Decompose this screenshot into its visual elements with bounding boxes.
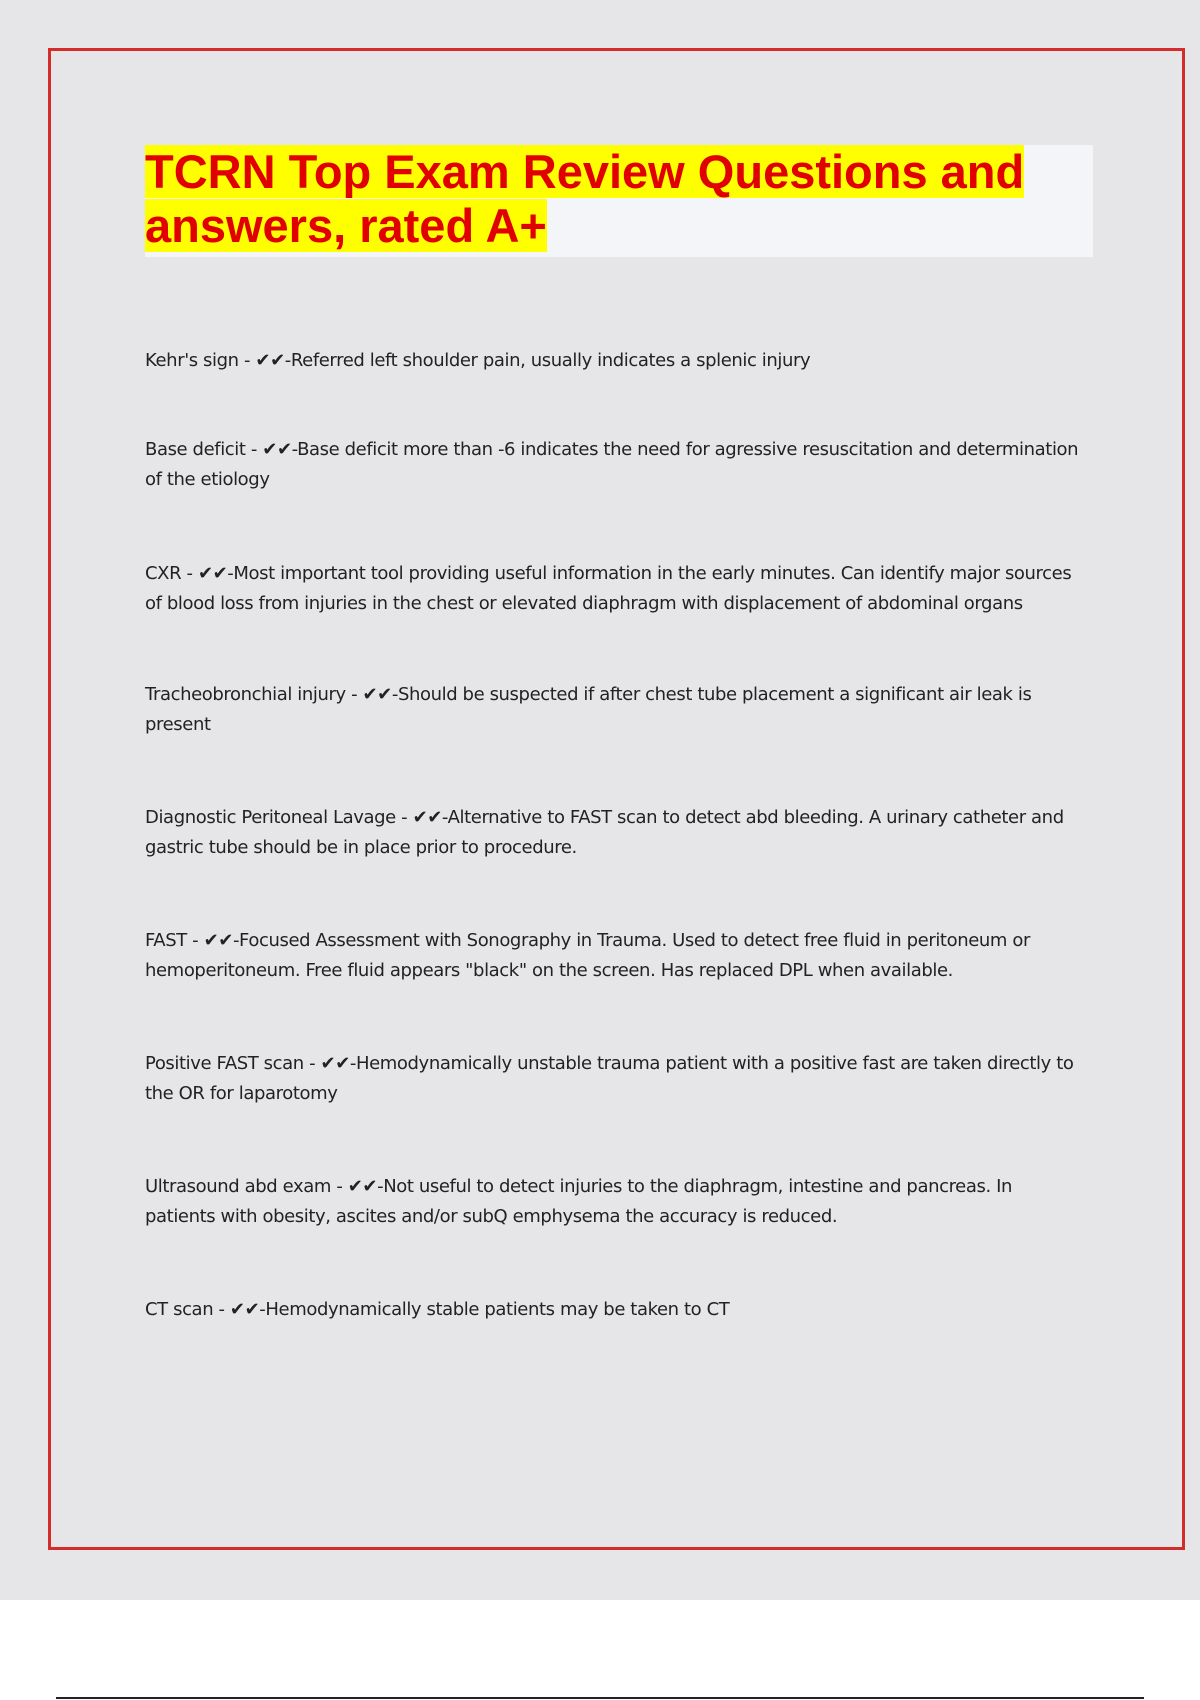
qa-item: CT scan - ✔✔-Hemodynamically stable patients may be taken to CT (145, 1299, 730, 1320)
qa-item: Diagnostic Peritoneal Lavage - ✔✔-Alternative to FAST scan to detect abd bleeding. A urinary catheter and gastric tube should be in place prior to procedure. (145, 807, 1064, 858)
qa-item: FAST - ✔✔-Focused Assessment with Sonography in Trauma. Used to detect free fluid in peritoneum or hemoperitoneum. Free fluid appears "black" on the screen. Has replaced DPL when available. (145, 930, 1030, 981)
qa-item: Kehr's sign - ✔✔-Referred left shoulder pain, usually indicates a splenic injury (145, 350, 811, 371)
title-block (145, 145, 1093, 257)
qa-item: Base deficit - ✔✔-Base deficit more than -6 indicates the need for agressive resuscitation and determination of the etiology (145, 439, 1079, 490)
document-title (145, 145, 1093, 253)
qa-list (145, 346, 1085, 1325)
qa-item: Tracheobronchial injury - ✔✔-Should be suspected if after chest tube placement a significant air leak is present (145, 684, 1032, 735)
footer-divider (56, 1697, 1144, 1699)
qa-item: Ultrasound abd exam - ✔✔-Not useful to detect injuries to the diaphragm, intestine and pancreas. In patients with obesity, ascites and/or subQ emphysema the accuracy is reduced. (145, 1176, 1013, 1227)
qa-item: Positive FAST scan - ✔✔-Hemodynamically unstable trauma patient with a positive fast are taken directly to the OR for laparotomy (145, 1053, 1074, 1104)
qa-item: CXR - ✔✔-Most important tool providing useful information in the early minutes. Can identify major sources of blood loss from injuries in the chest or elevated diaphragm with displacement of abdominal organs (145, 563, 1072, 614)
document-title-text: TCRN Top Exam Review Questions and answers, rated A+ (145, 145, 1025, 252)
